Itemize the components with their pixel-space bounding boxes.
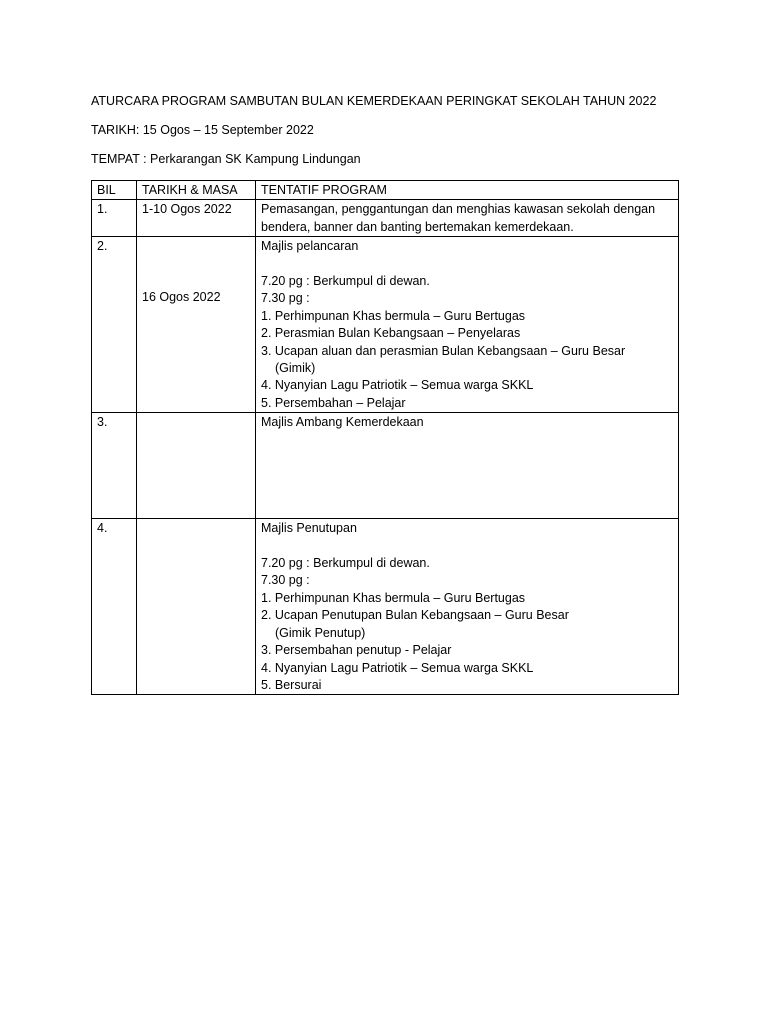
program-line: Majlis Ambang Kemerdekaan [261, 415, 424, 430]
program-line: 3. Persembahan penutup - Pelajar [261, 643, 452, 658]
row-bil: 3. [92, 413, 137, 519]
program-line: 2. Ucapan Penutupan Bulan Kebangsaan – Guru Besar [261, 608, 569, 623]
program-line: 5. Bersurai [261, 677, 322, 692]
program-line: Pemasangan, penggantungan dan menghias kawasan sekolah dengan [261, 202, 656, 217]
table-row [92, 413, 679, 519]
row-tarikh-text: 16 Ogos 2022 [142, 290, 221, 305]
row-tarikh [137, 237, 256, 413]
row-tarikh: 1-10 Ogos 2022 [137, 200, 256, 237]
program-line: 1. Perhimpunan Khas bermula – Guru Bertugas [261, 308, 526, 323]
program-line: (Gimik Penutup) [275, 625, 366, 640]
program-line: 2. Perasmian Bulan Kebangsaan – Penyelaras [261, 326, 521, 341]
program-line: Majlis pelancaran [261, 239, 359, 254]
blank-line [261, 538, 673, 555]
program-table [91, 180, 679, 695]
table-row [92, 519, 679, 695]
table-row [92, 237, 679, 413]
row-program [256, 519, 679, 695]
table-header-row [92, 181, 679, 200]
row-tarikh [137, 519, 256, 695]
row-bil: 4. [92, 519, 137, 695]
row-bil: 2. [92, 237, 137, 413]
program-line: Majlis Penutupan [261, 521, 357, 536]
program-line: 4. Nyanyian Lagu Patriotik – Semua warga SKKL [261, 660, 534, 675]
row-program [256, 413, 679, 519]
header-program: TENTATIF PROGRAM [256, 181, 679, 200]
venue-line: TEMPAT : Perkarangan SK Kampung Lindungan [91, 152, 361, 166]
header-tarikh: TARIKH & MASA [137, 181, 256, 200]
date-line: TARIKH: 15 Ogos – 15 September 2022 [91, 123, 314, 137]
row-bil: 1. [92, 200, 137, 237]
row-program [256, 200, 679, 237]
program-line: 5. Persembahan – Pelajar [261, 395, 406, 410]
program-line: 7.30 pg : [261, 573, 310, 588]
table-row [92, 200, 679, 237]
program-line: 3. Ucapan aluan dan perasmian Bulan Kebangsaan – Guru Besar [261, 343, 626, 358]
program-line: 7.30 pg : [261, 291, 310, 306]
program-line: 7.20 pg : Berkumpul di dewan. [261, 556, 430, 571]
program-line: 1. Perhimpunan Khas bermula – Guru Bertugas [261, 590, 526, 605]
program-line: 7.20 pg : Berkumpul di dewan. [261, 274, 430, 289]
program-line: 4. Nyanyian Lagu Patriotik – Semua warga SKKL [261, 378, 534, 393]
blank-line [261, 256, 673, 273]
program-line: bendera, banner dan banting bertemakan kemerdekaan. [261, 219, 574, 234]
program-line: (Gimik) [275, 361, 316, 376]
row-program [256, 237, 679, 413]
header-bil: BIL [92, 181, 137, 200]
document-title: ATURCARA PROGRAM SAMBUTAN BULAN KEMERDEKAAN PERINGKAT SEKOLAH TAHUN 2022 [91, 94, 657, 108]
row-tarikh [137, 413, 256, 519]
